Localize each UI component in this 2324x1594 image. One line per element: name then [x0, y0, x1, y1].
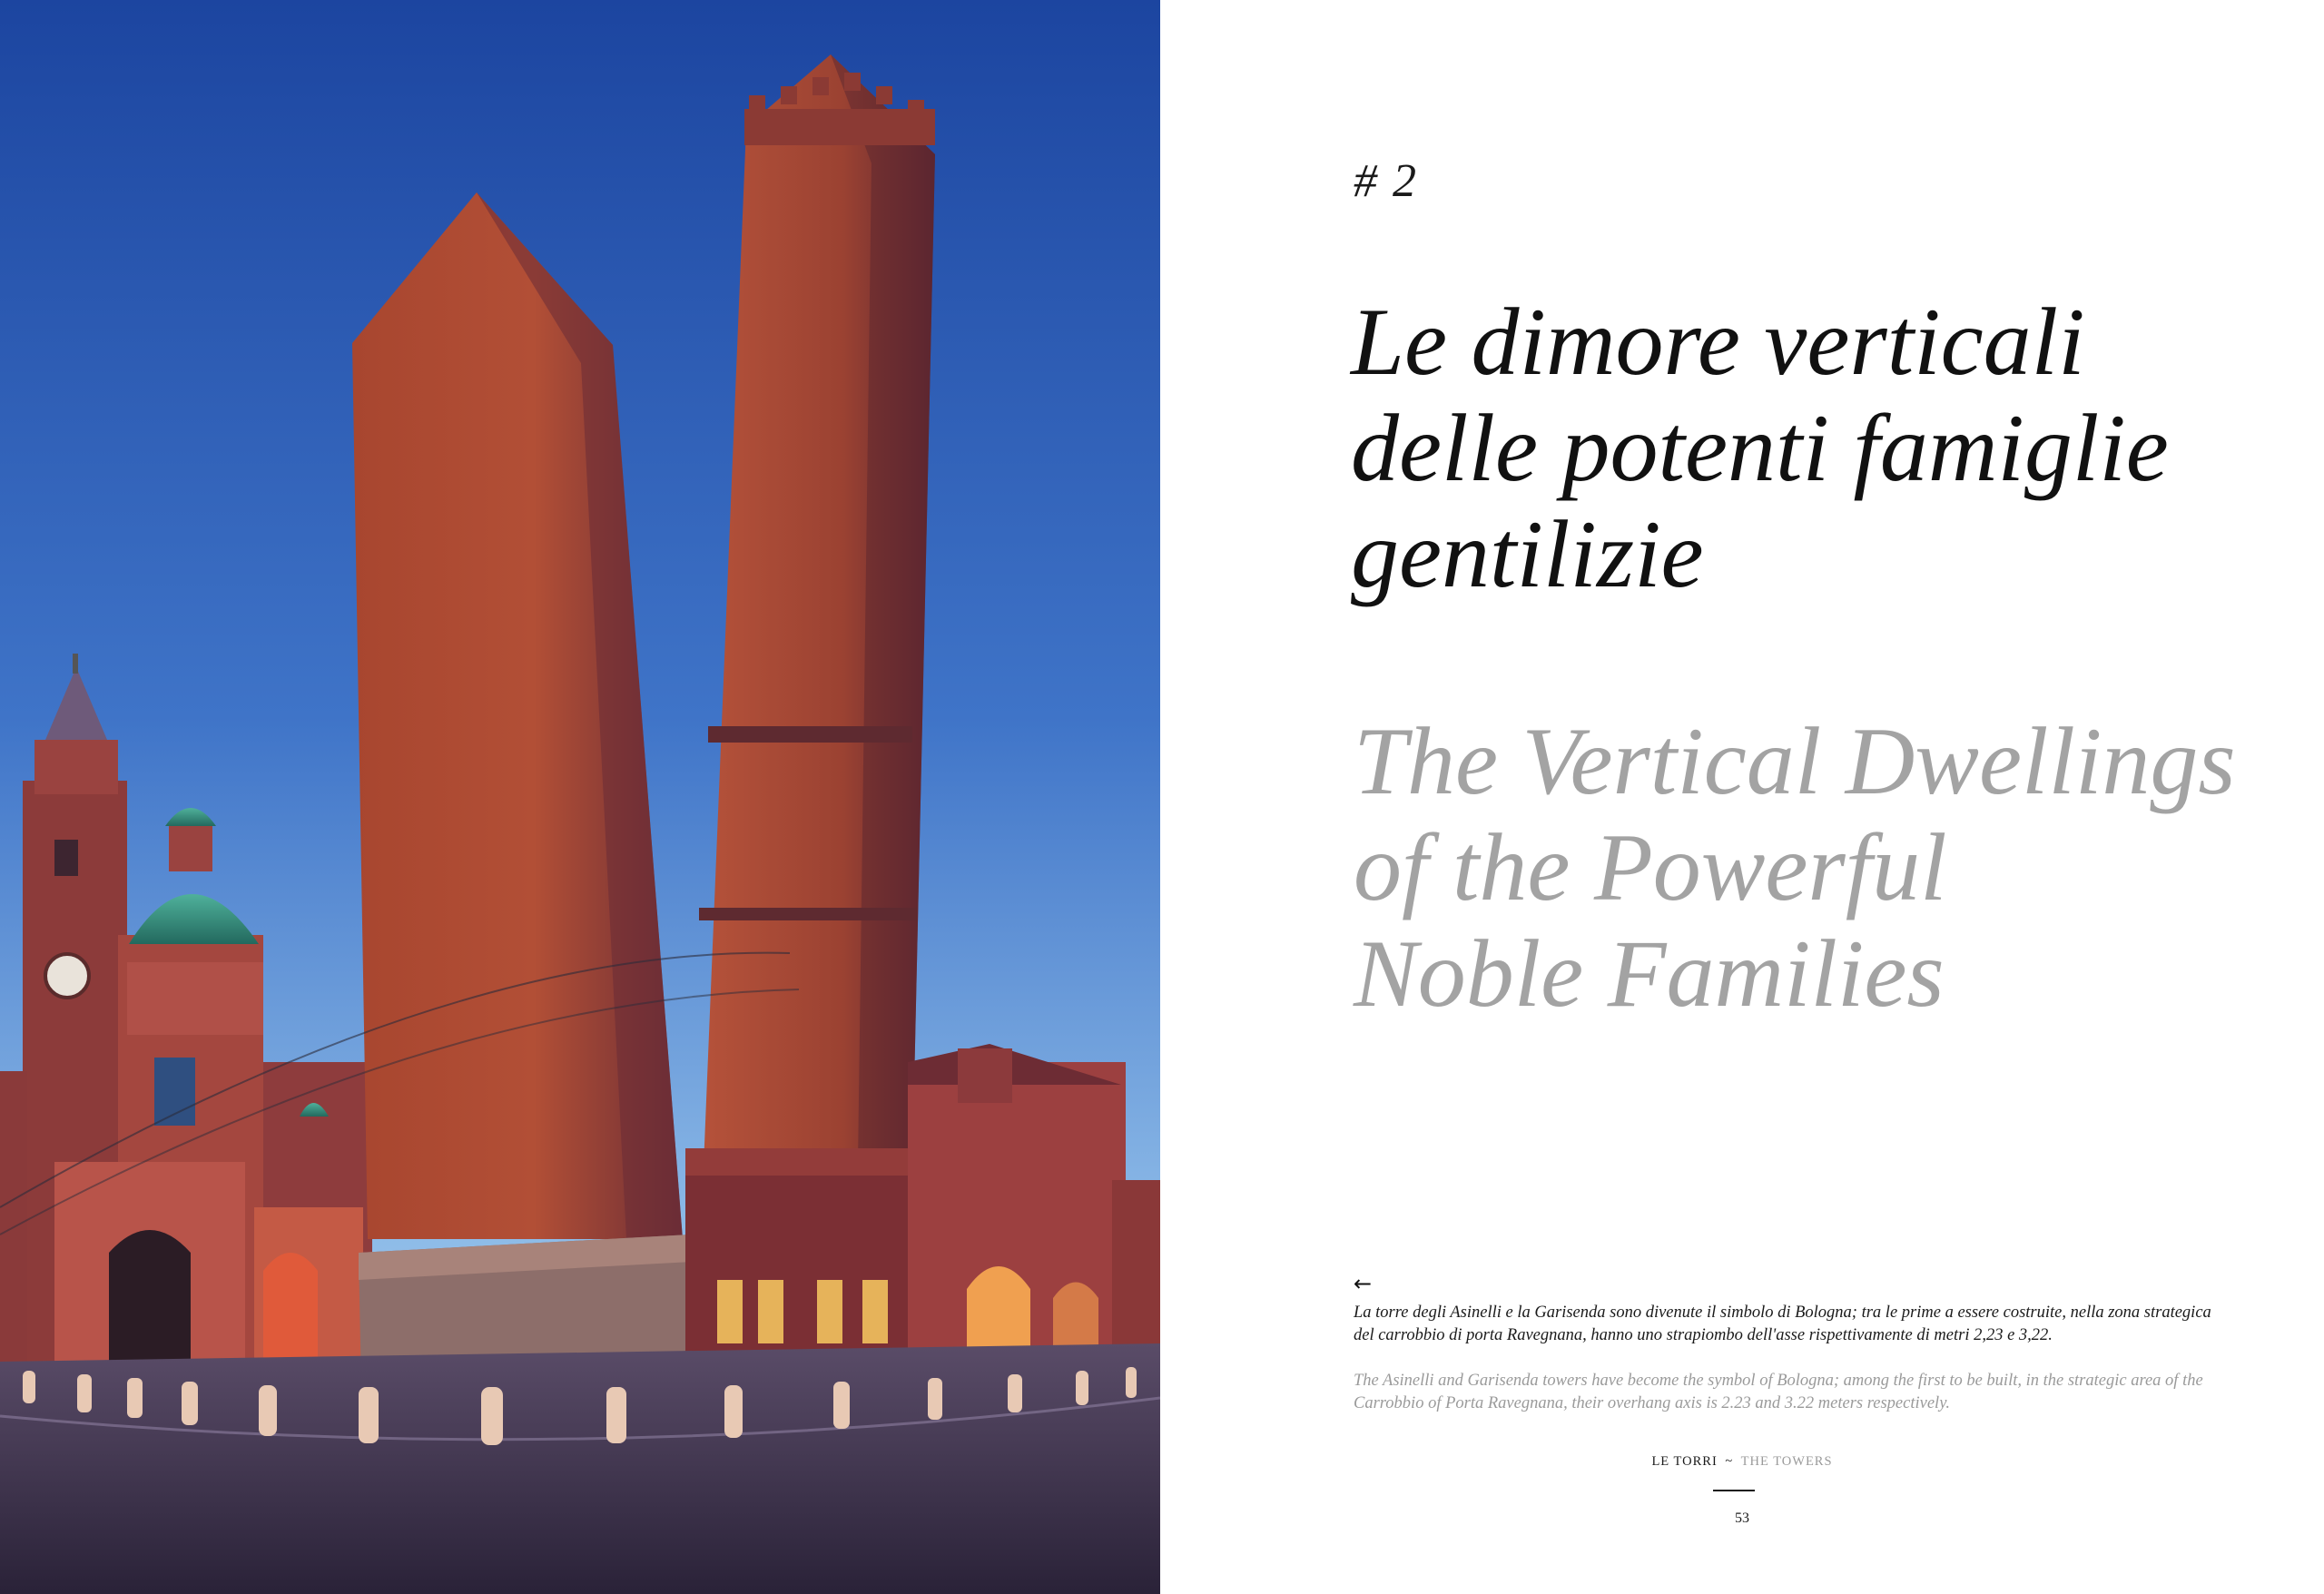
photo-page	[0, 0, 1160, 1594]
title-italian-line: delle potenti famiglie	[1351, 395, 2169, 501]
footer-divider	[1713, 1490, 1755, 1491]
page-number: 53	[1735, 1510, 1749, 1526]
footer-section-english: THE TOWERS	[1740, 1454, 1833, 1469]
footer-section-italian: LE TORRI	[1651, 1454, 1718, 1469]
title-italian-line: gentilizie	[1351, 501, 1704, 607]
section-number: # 2	[1354, 155, 1418, 207]
left-arrow-icon: ←	[1354, 1271, 1373, 1296]
caption-english: The Asinelli and Garisenda towers have become the symbol of Bologna; among the first to be built, in the strategic area of the Carrobbio of Porta Ravegnana, their overhang axis is 2.23 and 3.22 meters respectively.	[1354, 1372, 2203, 1412]
title-english-line: The Vertical Dwellings	[1354, 708, 2236, 814]
text-page	[1160, 0, 2324, 1594]
title-english	[1354, 708, 2280, 1027]
title-italian-line: Le dimore verticali	[1351, 289, 2085, 395]
title-english-line: Noble Families	[1354, 920, 1945, 1027]
towers-photo	[0, 0, 1160, 1594]
footer-separator: ~	[1725, 1454, 1734, 1469]
title-english-line: of the Powerful	[1354, 814, 1947, 920]
caption-italian: La torre degli Asinelli e la Garisenda sono divenute il simbolo di Bologna; tra le prime a essere costruite, nella zona strategica del carrobbio di porta Ravegnana, hanno uno strapiombo dell'asse rispettivamente di metri 2,23 e 3,22.	[1354, 1304, 2211, 1344]
title-italian	[1351, 289, 2259, 607]
running-footer	[1160, 1454, 2324, 1470]
